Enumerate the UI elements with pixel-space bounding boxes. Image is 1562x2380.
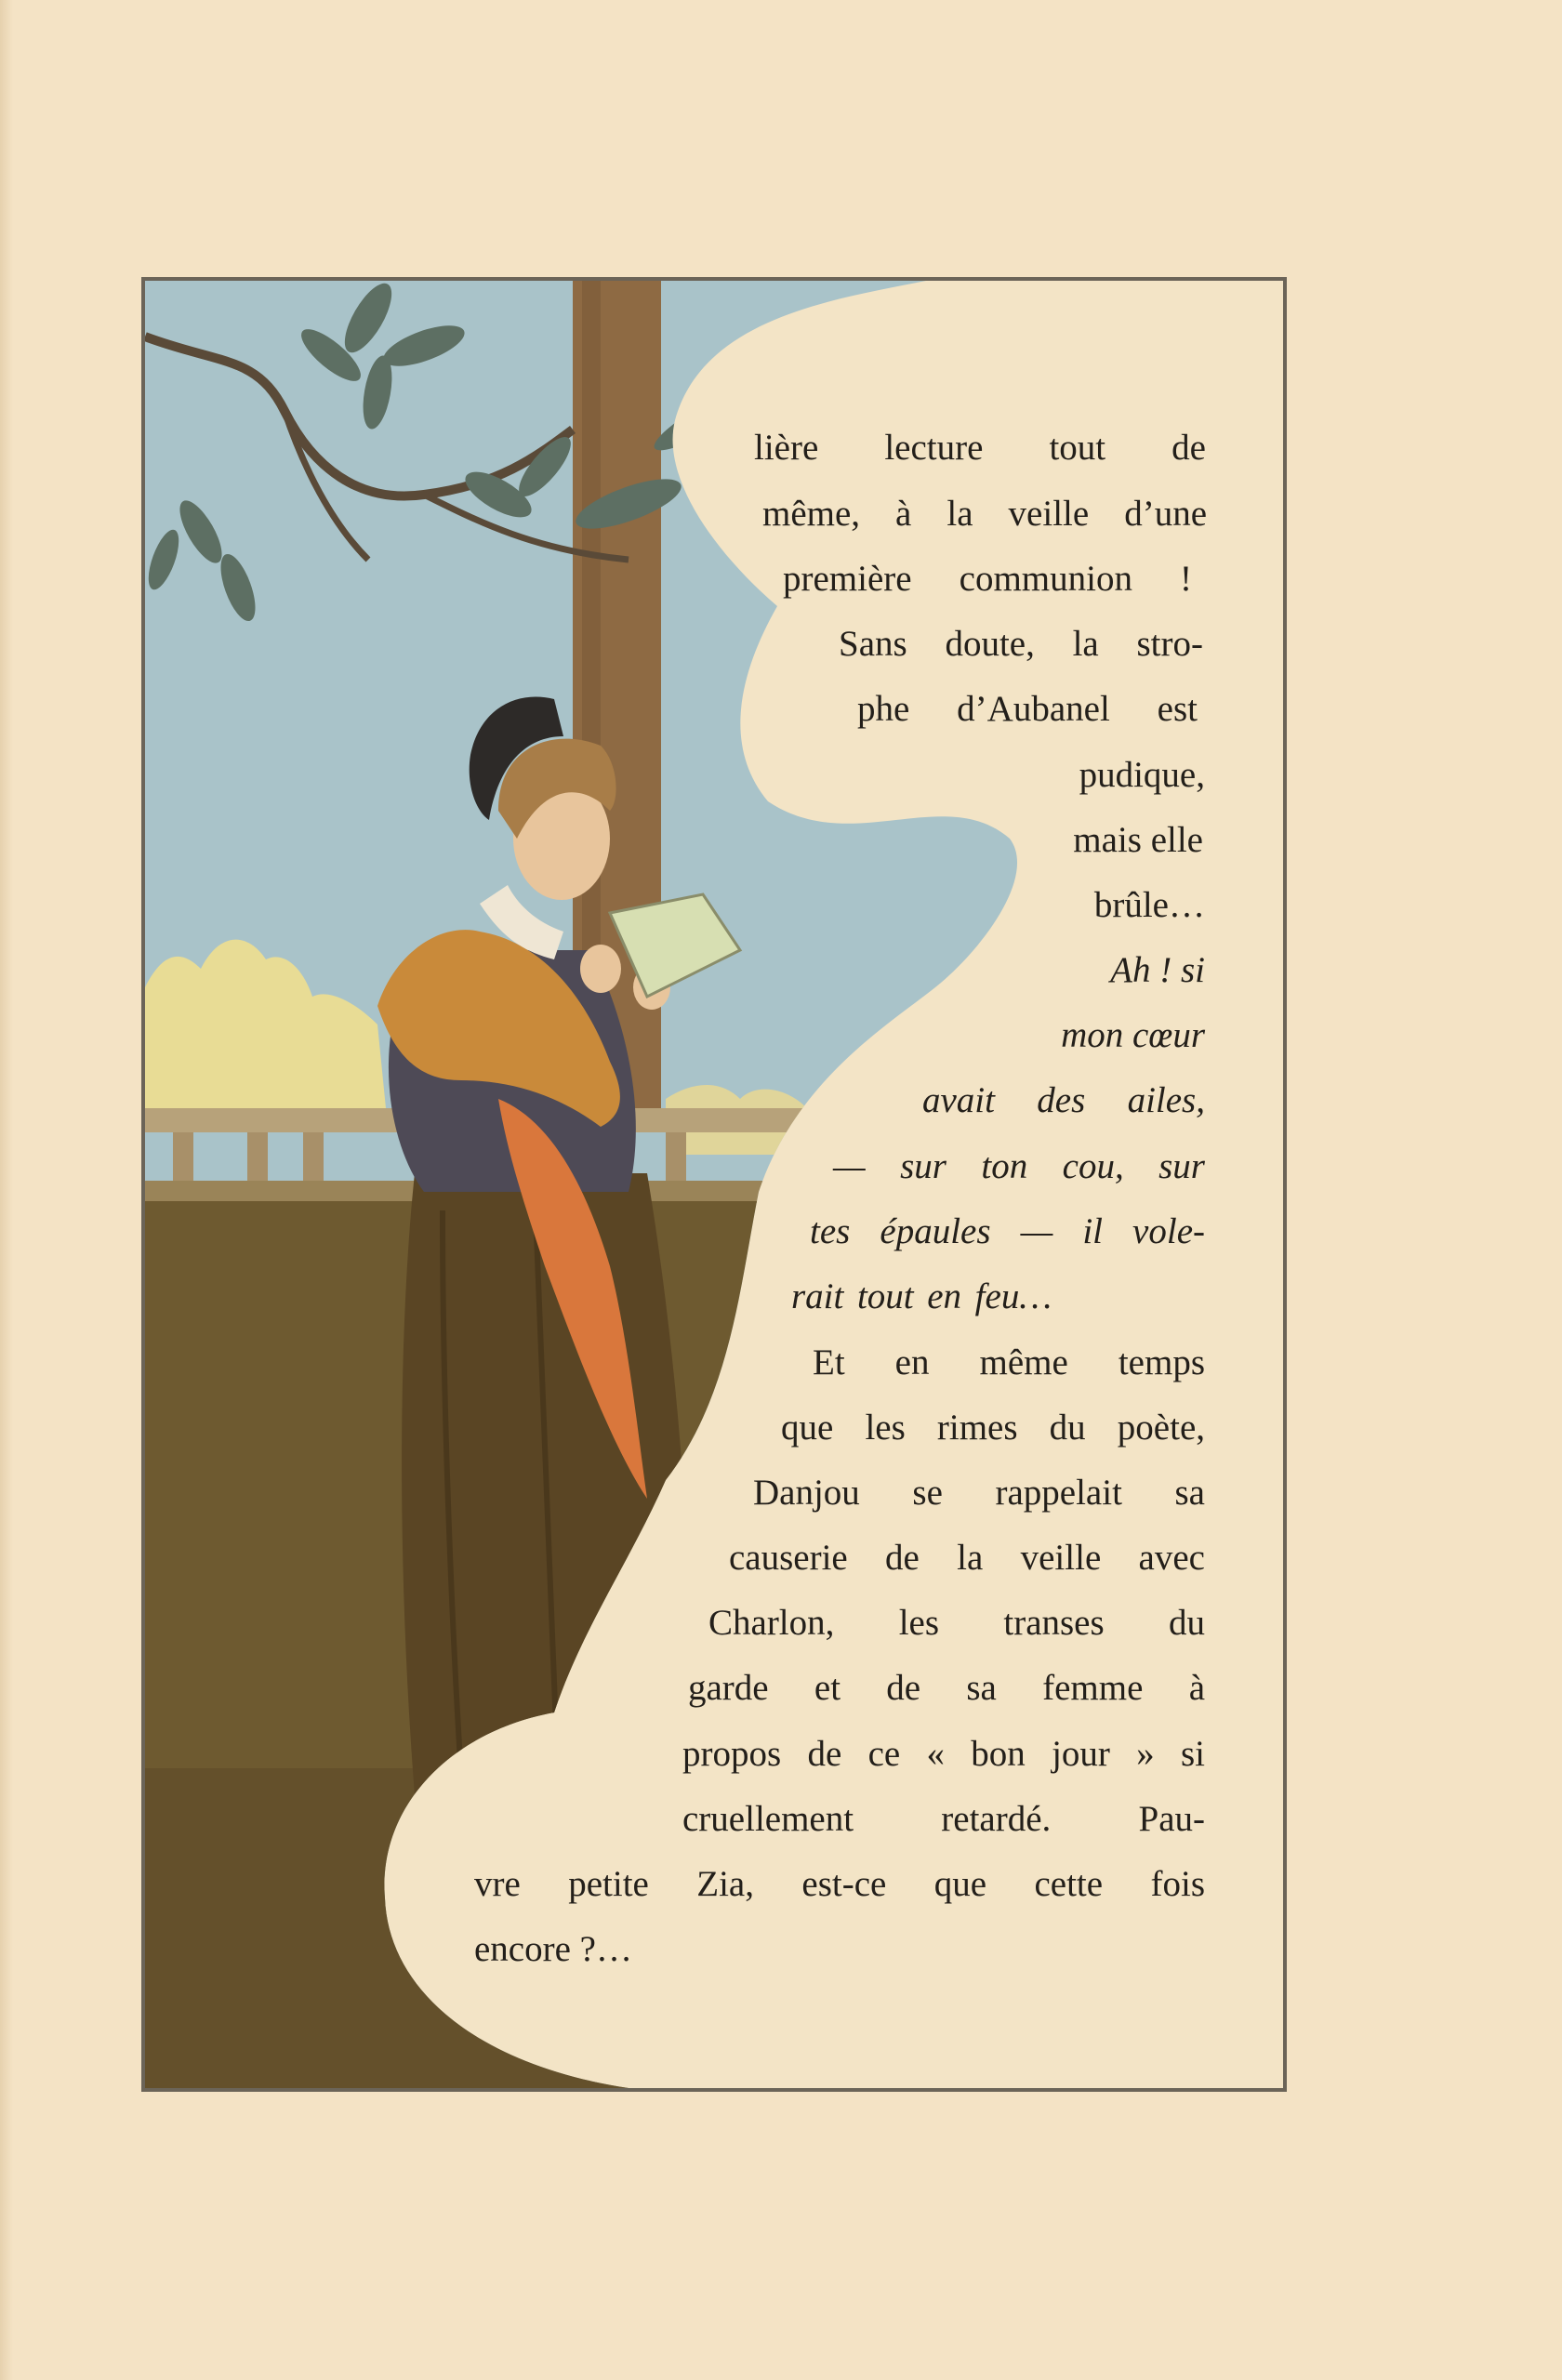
text-line: propos de ce « bon jour » si — [682, 1734, 1205, 1774]
text-line: avait des ailes, — [922, 1080, 1205, 1120]
text-line: Ah ! si — [1110, 950, 1205, 990]
text-line: rait tout en feu… — [791, 1276, 1052, 1316]
text-line: tes épaules — il vole- — [810, 1211, 1205, 1251]
text-line: Danjou se rappelait sa — [753, 1473, 1205, 1513]
text-line: même, à la veille d’une — [762, 494, 1207, 534]
text-line: encore ?… — [474, 1929, 632, 1969]
text-line: causerie de la veille avec — [729, 1538, 1205, 1578]
text-line: mon cœur — [1061, 1015, 1205, 1055]
text-line: Et en même temps — [813, 1342, 1205, 1382]
illustrated-text-plate — [141, 277, 1287, 2092]
text-line: pudique, — [1079, 755, 1205, 795]
text-line: vre petite Zia, est-ce que cette fois — [474, 1864, 1205, 1904]
text-line: phe d’Aubanel est — [857, 689, 1198, 729]
page-text — [145, 281, 1291, 2096]
text-line: garde et de sa femme à — [688, 1668, 1205, 1708]
text-line: Sans doute, la stro- — [839, 624, 1203, 664]
text-line: première communion ! — [783, 559, 1192, 599]
text-line: — sur ton cou, sur — [833, 1146, 1205, 1186]
text-line: cruellement retardé. Pau- — [682, 1799, 1205, 1839]
text-line: que les rimes du poète, — [781, 1408, 1205, 1448]
text-line: Charlon, les transes du — [708, 1603, 1205, 1643]
page-edge — [0, 0, 13, 2380]
text-line: brûle… — [1093, 885, 1205, 925]
text-line: mais elle — [1073, 820, 1203, 860]
text-line: lière lecture tout de — [754, 428, 1206, 468]
